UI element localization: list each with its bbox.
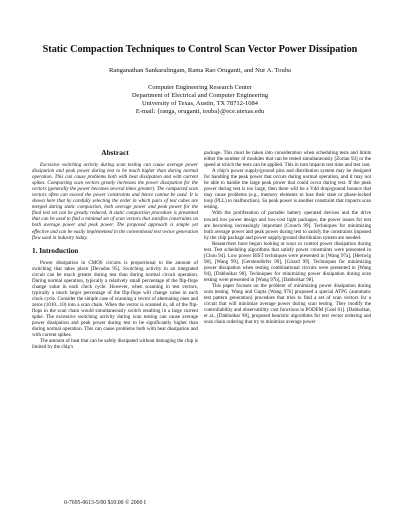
affiliation-line: Computer Engineering Research Center <box>148 84 252 91</box>
right-column <box>204 150 371 325</box>
intro-paragraph-1: Power dissipation in CMOS circuits is proportional to the amount of switching that takes place [Devadas 95]. Switching activity in an integrated circuit can be much greater during test than during normal circuit operation. During normal operation, typically a relatively small percentage of the flip-flops change value in each clock cycle. However, when scanning in test vectors, typically a much larger percentage of the flip-flops will change value in each clock cycle. Consider the simple case of scanning a vector of alternating ones and zeros (1010...10) into a scan chain. When the vector is scanned in, all of the flip-flops in the scan chain would simultaneously switch resulting in a large current spike. The excessive switching activity during scan testing can cause average power dissipation and peak power during test to be significantly higher than during normal operation. This can cause problems both with heat dissipation and with current spikes. <box>32 259 198 339</box>
paragraph-peak-power: A chip’s power supply/ground pins and distribution system may be designed for handling the peak power that occurs during normal operation, and it may not be able to handle the large peak power that could occur during test. If the peak power during test is too large, then there will be a Vdd drop/ground bounce that may cause problems (e.g., memory elements to lose their state or phase-locked loop (PLL) to malfunction). So peak power is another constraint that impacts scan testing. <box>204 168 371 211</box>
paper-authors: Ranganathan Sankaralingam, Rama Rao Oruganti, and Nur A. Touba <box>109 67 291 74</box>
copyright-footer: 0-7695-0613-5/00 $10.00 © 2000 I <box>64 500 146 506</box>
section-heading-introduction: 1. Introduction <box>32 246 79 255</box>
paper-title: Static Compaction Techniques to Control Scan Vector Power Dissipation <box>42 44 358 55</box>
paragraph-focus: This paper focuses on the problem of minimizing power dissipation during scan testing. Wang and Gupta [Wang 97b] proposed a special ATPG (automatic test pattern generation) procedure that tries to find a set of scan vectors for a circuit that will minimize average power during scan testing. They modify the controllability and observability cost functions in PODEM [Goel 81]. [Dabholkar, et al., [Dabholkar 98], proposed heuristic algorithms for test vector ordering and scan chain ordering that try to minimize average power <box>204 283 371 326</box>
paragraph-related-work: Researchers have begun looking at ways to control power dissipation during test. Test scheduling algorithms that satisfy power constraints were presented in [Chou 94]. Low power BIST techniques were presented in [Wang 97a], [Hertwig 98], [Wang 99], [Gerstendörfer 99], [Girard 99]. Techniques for minimizing power dissipation when testing combinational circuits were presented in [Wang 94], [Dabholkar 98]. Techniques for minimizing power dissipation during scan testing were presented in [Wang 97b], [Dabholkar 98]. <box>204 240 371 283</box>
abstract-heading: Abstract <box>101 148 129 157</box>
email-line: E-mail: {ranga, oruganti, touba}@ece.utexas.edu <box>135 108 265 115</box>
affiliation-line: University of Texas, Austin, TX 78712-1084 <box>141 100 259 107</box>
paragraph-portable-devices: With the proliferation of portable battery operated devices and the drive toward low power design and low-cost light packages, the power issues for test are becoming increasingly important [Crouch 99]. Techniques for minimizing both average power and peak power during test to satisfy the constraints imposed by the chip package and power supply/ground distribution system are needed. <box>204 210 371 241</box>
paragraph-continued: package. This must be taken into consideration when scheduling tests and limits either the number of modules that can be tested simultaneously [Zorian 93] or the speed at which the tests can be applied. This in turn impacts test time and test cost. <box>204 150 371 169</box>
left-column <box>32 148 198 350</box>
abstract-text: Excessive switching activity during scan testing can cause average power dissipation and peak power during test to be much higher than during normal operation. This can cause problems both with heat dissipation and with current spikes. Compacting scan vectors greatly increases the power dissipation for the vectors (generally the power becomes several times greater). The compacted scan vectors often can exceed the power constraints and hence cannot be used. It is shown here that by carefully selecting the order in which pairs of test cubes are merged during static compaction, both average power and peak power for the final test set can be greatly reduced. A static compaction procedure is presented that can be used to find a minimal set of scan vectors that satisfies constraints on both average power and peak power. The proposed approach is simple yet effective and can be easily implemented in the conventional test vector generation flow used in industry today. <box>32 162 198 241</box>
affiliation-line: Department of Electrical and Computer Engineering <box>131 92 269 99</box>
intro-paragraph-2: The amount of heat that can be safely dissipated without damaging the chip is limited by the chip’s <box>32 338 198 351</box>
affiliation-block <box>0 84 400 116</box>
